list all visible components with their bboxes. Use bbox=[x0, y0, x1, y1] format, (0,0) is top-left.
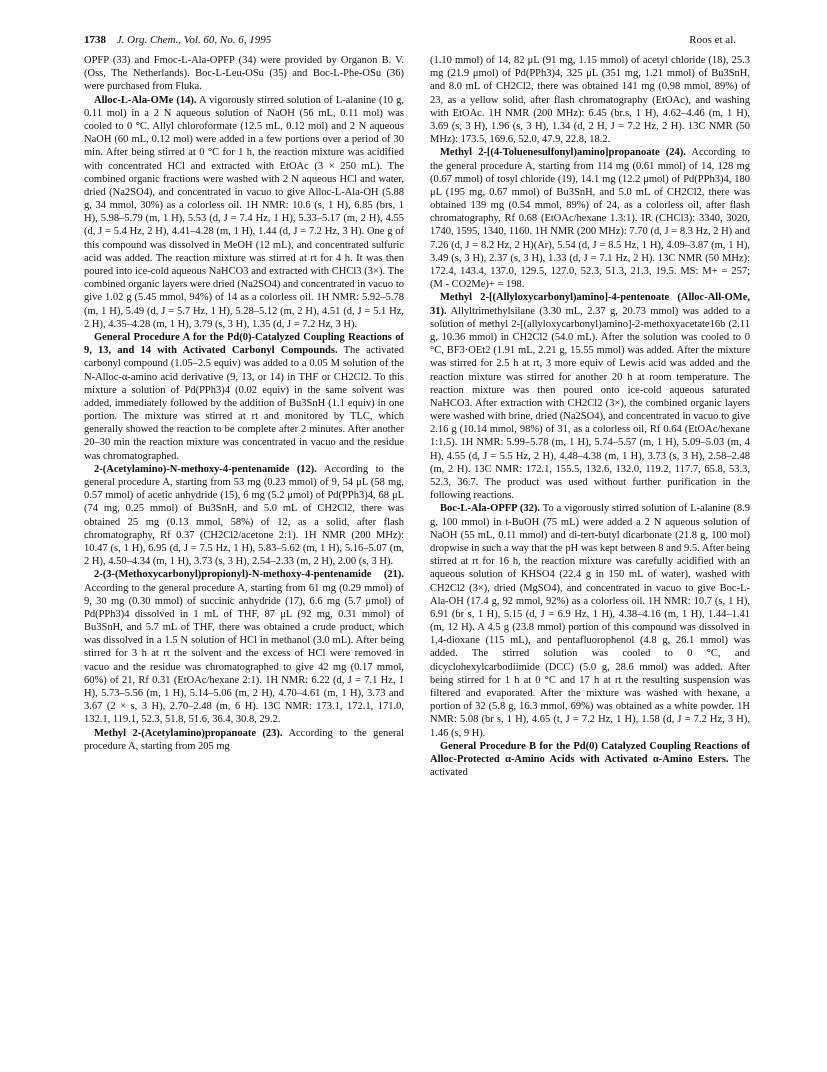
section-heading: General Procedure B for the Pd(0) Catalyzed Coupling Reactions of Alloc-Protected α-Amino Acids with Activated α-Amino Esters. bbox=[430, 740, 750, 765]
paragraph: 2-(3-(Methoxycarbonyl)propionyl)-N-methoxy-4-pentenamide (21). According to the general procedure A, starting from 61 mg (0.29 mmol) of 9, 30 mg (0.30 mmol) of succinic anhydride (17), 6.6 mg (5.7 μmol) of Pd(PPh3)4 dissolved in 1 mL of THF, 87 μL (92 mg, 0.31 mmol) of Bu3SnH, and 5.7 mL of THF, there was obtained a crude product, which was dissolved in a 1.5 N solution of HCl in methanol (3.0 mL). After being stirred for 3 h at rt the solvent and the excess of HCl were removed in vacuo and the residue was chromatographed to give 42 mg (0.17 mmol, 60%) of 21, Rf 0.31 (EtOAc/hexane 2:1). 1H NMR: 6.22 (d, J = 7.1 Hz, 1 H), 5.73–5.56 (m, 1 H), 5.14–5.06 (m, 2 H), 4.70–4.61 (m, 1 H), 3.73 and 3.67 (2 × s, 3 H), 2.70–2.48 (m, 6 H). 13C NMR: 173.1, 172.1, 171.0, 132.1, 119.1, 52.3, 51.8, 51.6, 36.4, 30.8, 29.2. bbox=[84, 569, 404, 726]
journal-citation: J. Org. Chem., Vol. 60, No. 6, 1995 bbox=[116, 34, 272, 46]
section-heading: Methyl 2-(Acetylamino)propanoate (23). bbox=[94, 727, 283, 739]
section-heading: Boc-L-Ala-OPFP (32). bbox=[440, 503, 541, 515]
right-column bbox=[430, 54, 750, 1059]
page-number: 1738 bbox=[84, 34, 106, 46]
running-authors: Roos et al. bbox=[689, 34, 736, 46]
paragraph: General Procedure B for the Pd(0) Catalyzed Coupling Reactions of Alloc-Protected α-Amino Acids with Activated α-Amino Esters. The activated bbox=[430, 740, 750, 779]
paragraph: Methyl 2-[(4-Toluenesulfonyl)amino]propanoate (24). According to the general procedure A, starting from 114 mg (0.61 mmol) of 14, 128 mg (0.67 mmol) of tosyl chloride (19), 14.1 mg (12.2 μmol) of Pd(PPh3)4, 180 μL (195 mg, 0.67 mmol) of Bu3SnH, and 5.0 mL of CH2Cl2, there was obtained 139 mg (0.54 mmol, 89%) of 24, as a colorless oil, after flash chromatography, Rf 0.68 (EtOAc/hexane 1.3:1). IR (CHCl3): 3340, 3020, 1740, 1595, 1340, 1160. 1H NMR (200 MHz): 7.70 (d, J = 8.3 Hz, 2 H) and 7.26 (d, J = 8.2 Hz, 2 H)(Ar), 5.54 (d, J = 8.5 Hz, 1 H), 4.09–3.87 (m, 1 H), 3.49 (s, 3 H), 2.37 (s, 3 H), 1.33 (d, J = 7.1 Hz, 2 H). 13C NMR (50 MHz): 172.4, 143.4, 137.0, 129.5, 127.0, 52.3, 51.3, 21.3, 19.5. MS: M+ = 257; (M - CO2Me)+ = 198. bbox=[430, 147, 750, 291]
paragraph: Methyl 2-[(Allyloxycarbonyl)amino]-4-pentenoate (Alloc-All-OMe, 31). Allyltrimethylsilane (3.30 mL, 2.37 g, 20.73 mmol) was added to a solution of methyl 2-[(allyloxycarbonyl)amino]-2-methoxyacetate16b (2.11 g, 10.36 mmol) in CH2Cl2 (54.0 mL). After the solution was cooled to 0 °C, BF3·OEt2 (1.91 mL, 2.21 g, 15.55 mmol) was added. After the mixture was stirred for 2.5 h at rt, 3 more equiv of Lewis acid was added and the reaction mixture was stirred for another 20 h at room temperature. The reaction mixture was then poured onto ice-cold aqueous saturated NaHCO3. After extraction with CH2Cl2 (3×), the combined organic layers were washed with brine, dried (Na2SO4), and concentrated in vacuo to give 2.16 g (10.14 mmol, 98%) of 31, as a colorless oil, Rf 0.64 (EtOAc/hexane 1:1.5). 1H NMR: 5.99–5.78 (m, 1 H), 5.74–5.57 (m, 1 H), 5.09–5.03 (m, 4 H), 4.55 (d, J = 5.5 Hz, 2 H), 4.48–4.38 (m, 1 H), 3.73 (s, 3 H), 2.58–2.48 (m, 2 H). 13C NMR: 172.1, 155.5, 132.6, 132.0, 119.2, 117.7, 65.8, 53.3, 52.3, 36.7. The product was used without further purification in the following reactions. bbox=[430, 292, 750, 502]
paragraph: Alloc-L-Ala-OMe (14). A vigorously stirred solution of L-alanine (10 g, 0.11 mol) in a 2 N aqueous solution of NaOH (56 mL, 0.11 mol) was cooled to 0 °C. Allyl chloroformate (12.5 mL, 0.12 mol) and 2 N aqueous NaOH (60 mL, 0.12 mol) were added in a few portions over a period of 30 min. After being stirred at 0 °C for 1 h, the reaction mixture was acidified with concentrated HCl and extracted with EtOAc (3 × 250 mL). The combined organic fractions were washed with 2 N aqueous HCl and water, dried (Na2SO4), and concentrated in vacuo to give Alloc-L-Ala-OH (5.88 g, 34 mmol, 30%) as a colorless oil. 1H NMR: 10.6 (s, 1 H), 6.85 (brs, 1 H), 5.98–5.79 (m, 1 H), 5.53 (d, J = 7.4 Hz, 1 H), 5.33–5.17 (m, 2 H), 4.55 (d, J = 5.4 Hz, 2 H), 4.41–4.28 (m, 1 H), 1.44 (d, J = 7.2 Hz, 3 H). One g of this compound was dissolved in MeOH (12 mL), and concentrated sulfuric acid was added. The reaction mixture was stirred at rt for 4 h. It was then poured into ice-cold aqueous NaHCO3 and extracted with CHCl3 (3×). The combined organic layers were dried (Na2SO4) and concentrated in vacuo to give 1.02 g (5.45 mmol, 94%) of 14 as a colorless oil. 1H NMR: 5.92–5.78 (m, 1 H), 5.49 (d, J = 5.7 Hz, 1 H), 5.28–5.12 (m, 2 H), 4.51 (d, J = 5.1 Hz, 2 H), 4.35–4.28 (m, 1 H), 3.79 (s, 3 H), 1.35 (d, J = 7.2 Hz, 3 H). bbox=[84, 94, 404, 330]
paragraph: OPFP (33) and Fmoc-L-Ala-OPFP (34) were provided by Organon B. V. (Oss, The Netherlands). Boc-L-Leu-OSu (35) and Boc-L-Phe-OSu (36) were purchased from Fluka. bbox=[84, 55, 404, 93]
section-heading: Methyl 2-[(Allyloxycarbonyl)amino]-4-pentenoate (Alloc-All-OMe, 31). bbox=[430, 292, 750, 317]
section-heading: 2-(Acetylamino)-N-methoxy-4-pentenamide (12). bbox=[94, 463, 317, 475]
running-header bbox=[84, 32, 736, 48]
section-heading: 2-(3-(Methoxycarbonyl)propionyl)-N-methoxy-4-pentenamide (21). bbox=[94, 569, 404, 581]
paragraph: (1.10 mmol) of 14, 82 μL (91 mg, 1.15 mmol) of acetyl chloride (18), 25.3 mg (21.9 μmol) of Pd(PPh3)4, 325 μL (351 mg, 1.21 mmol) of Bu3SnH, and 8.0 mL of CH2Cl2, there was obtained 141 mg (0.98 mmol, 89%) of 23, as a yellow solid, after flash chromatography (EtOAc), and washing with EtOAc. 1H NMR (200 MHz): 6.45 (br.s, 1 H), 4.62–4.46 (m, 1 H), 3.69 (s, 3 H), 1.96 (s, 3 H), 1.34 (d, 2 H, J = 7.2 Hz, 2 H). 13C NMR (50 MHz): 173.5, 169.6, 52.0, 47.9, 22.8, 18.2. bbox=[430, 55, 750, 146]
paragraph: Boc-L-Ala-OPFP (32). To a vigorously stirred solution of L-alanine (8.9 g, 100 mmol) in t-BuOH (75 mL) were added a 2 N aqueous solution of NaOH (55 mL, 0.11 mmol) and di-tert-butyl dicarbonate (21.8 g, 100 mol) dropwise in such a way that the pH was kept between 8 and 9.5. After being stirred at rt for 16 h, the reaction mixture was carefully acidified with an aqueous solution of KHSO4 (22.4 g in 150 mL of water), washed with CH2Cl2 (3×), dried (MgSO4), and concentrated in vacuo to give Boc-L-Ala-OH (17.4 g, 92 mmol, 92%) as a colorless oil. 1H NMR: 10.7 (s, 1 H), 6.91 (br s, 1 H), 5.15 (d, J = 6.9 Hz, 1 H), 4.38–4.16 (m, 1 H), 1.44–1.41 (m, 12 H). A 4.5 g (23.8 mmol) portion of this compound was dissolved in 1,4-dioxane (115 mL), and pentafluorophenol (4.8 g, 26.1 mmol) was added. The stirred solution was cooled to 0 °C, and dicyclohexylcarbodiimide (DCC) (5.0 g, 28.6 mmol) was added. After being stirred for 1 h at 0 °C and 17 h at rt the resulting suspension was filtered and evaporated. After the mixture was washed with hexane, a portion of 32 (5.8 g, 16.3 mmol, 69%) was obtained as a white powder. 1H NMR: 5.08 (br s, 1 H), 4.65 (t, J = 7.2 Hz, 1 H), 1.58 (d, J = 7.2 Hz, 3 H), 1.46 (s, 9 H). bbox=[430, 503, 750, 739]
section-heading: General Procedure A for the Pd(0)-Catalyzed Coupling Reactions of 9, 13, and 14 with Activated Carbonyl Compounds. bbox=[84, 331, 404, 357]
paragraph: Methyl 2-(Acetylamino)propanoate (23). According to the general procedure A, starting from 205 mg bbox=[84, 727, 404, 752]
left-column bbox=[84, 54, 404, 1059]
paragraph: General Procedure A for the Pd(0)-Catalyzed Coupling Reactions of 9, 13, and 14 with Activated Carbonyl Compounds. The activated carbonyl compound (1.05–2.5 equiv) was added to a 0.05 M solution of the N-Alloc-α-amino acid derivative (9, 13, or 14) in THF or CH2Cl2. To this mixture a solution of Pd(PPh3)4 (0.02 equiv) in the same solvent was added, immediately followed by the addition of Bu3SnH (1.1 equiv) in one portion. The mixture was stirred at rt and monitored by TLC, which generally showed the reaction to be complete after 2 minutes. After another 20–30 min the reaction mixture was concentrated in vacuo and the residue was chromatographed. bbox=[84, 331, 404, 462]
section-heading: Methyl 2-[(4-Toluenesulfonyl)amino]propanoate (24). bbox=[440, 147, 686, 159]
section-heading: Alloc-L-Ala-OMe (14). bbox=[94, 94, 197, 106]
paragraph: 2-(Acetylamino)-N-methoxy-4-pentenamide (12). According to the general procedure A, starting from 53 mg (0.23 mmol) of 9, 54 μL (58 mg, 0.57 mmol) of acetic anhydride (15), 6 mg (5.2 μmol) of Pd(PPh3)4, 68 μL (74 mg, 0.25 mmol) of Bu3SnH, and 5.0 mL of CH2Cl2, there was obtained 25 mg (0.13 mmol, 58%) of 12, as a solid, after flash chromatography, Rf 0.37 (CH2Cl2/acetone 2:1). 1H NMR (200 MHz): 10.47 (s, 1 H), 6.95 (d, J = 7.5 Hz, 1 H), 5.83–5.62 (m, 1 H), 5.16–5.07 (m, 2 H), 4.50–4.34 (m, 1 H), 3.73 (s, 3 H), 2.54–2.33 (m, 2 H), 2.00 (s, 3 H). bbox=[84, 463, 404, 568]
